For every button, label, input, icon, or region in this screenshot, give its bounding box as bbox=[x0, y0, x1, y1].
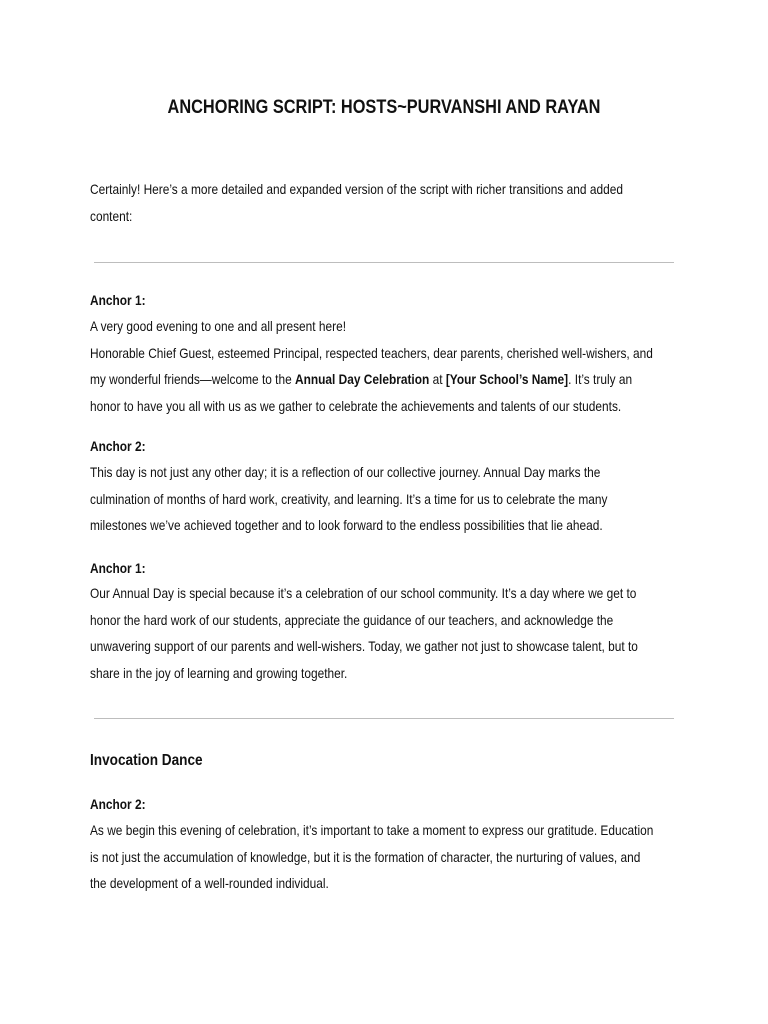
paragraph-line: honor the hard work of our students, appreciate the guidance of our teachers, and acknowledge the bbox=[90, 611, 614, 628]
speaker-label: Anchor 1: bbox=[90, 560, 146, 576]
paragraph bbox=[90, 817, 677, 897]
paragraph-line: share in the joy of learning and growing together. bbox=[90, 664, 348, 681]
paragraph-line: A very good evening to one and all present here! bbox=[90, 318, 347, 334]
paragraph-line: the development of a well-rounded individual. bbox=[90, 875, 329, 891]
speaker-label: Anchor 2: bbox=[90, 438, 146, 454]
paragraph-line bbox=[90, 366, 677, 393]
paragraph-text: at bbox=[429, 371, 446, 387]
paragraph-line: unwavering support of our parents and well-wishers. Today, we gather not just to showcase talent, but to bbox=[90, 638, 638, 654]
divider bbox=[94, 262, 674, 263]
emphasis-text: Annual Day Celebration bbox=[295, 371, 430, 387]
paragraph bbox=[90, 580, 677, 686]
emphasis-text: [Your School’s Name] bbox=[445, 371, 569, 387]
paragraph-line: is not just the accumulation of knowledge, but it is the formation of character, the nurturing of values, and bbox=[90, 848, 641, 865]
paragraph-text: my wonderful friends—welcome to the bbox=[90, 371, 296, 387]
speaker-label: Anchor 2: bbox=[90, 796, 146, 812]
paragraph-line: honor to have you all with us as we gather to celebrate the achievements and talents of our students. bbox=[90, 397, 622, 414]
page-title: ANCHORING SCRIPT: HOSTS~PURVANSHI AND RAYAN bbox=[167, 97, 601, 118]
paragraph-line: milestones we’ve achieved together and to look forward to the endless possibilities that lie ahead. bbox=[90, 517, 603, 533]
paragraph-line: culmination of months of hard work, creativity, and learning. It’s a time for us to celebrate the many bbox=[90, 490, 608, 507]
paragraph-line: As we begin this evening of celebration, it’s important to take a moment to express our gratitude. Education bbox=[90, 822, 654, 838]
paragraph-line: This day is not just any other day; it is a reflection of our collective journey. Annual Day marks the bbox=[90, 464, 601, 480]
intro-paragraph bbox=[90, 176, 677, 229]
intro-line: Certainly! Here’s a more detailed and expanded version of the script with richer transitions and added bbox=[90, 181, 623, 197]
paragraph-line: Honorable Chief Guest, esteemed Principal, respected teachers, dear parents, cherished well-wishers, and bbox=[90, 344, 653, 361]
intro-line: content: bbox=[90, 207, 133, 224]
paragraph-line: Our Annual Day is special because it’s a celebration of our school community. It’s a day where we get to bbox=[90, 585, 637, 601]
section-heading: Invocation Dance bbox=[90, 752, 203, 769]
paragraph-text: . It’s truly an bbox=[568, 371, 633, 387]
paragraph bbox=[90, 459, 677, 539]
speaker-label: Anchor 1: bbox=[90, 292, 146, 308]
divider bbox=[94, 718, 674, 719]
paragraph bbox=[90, 313, 677, 419]
